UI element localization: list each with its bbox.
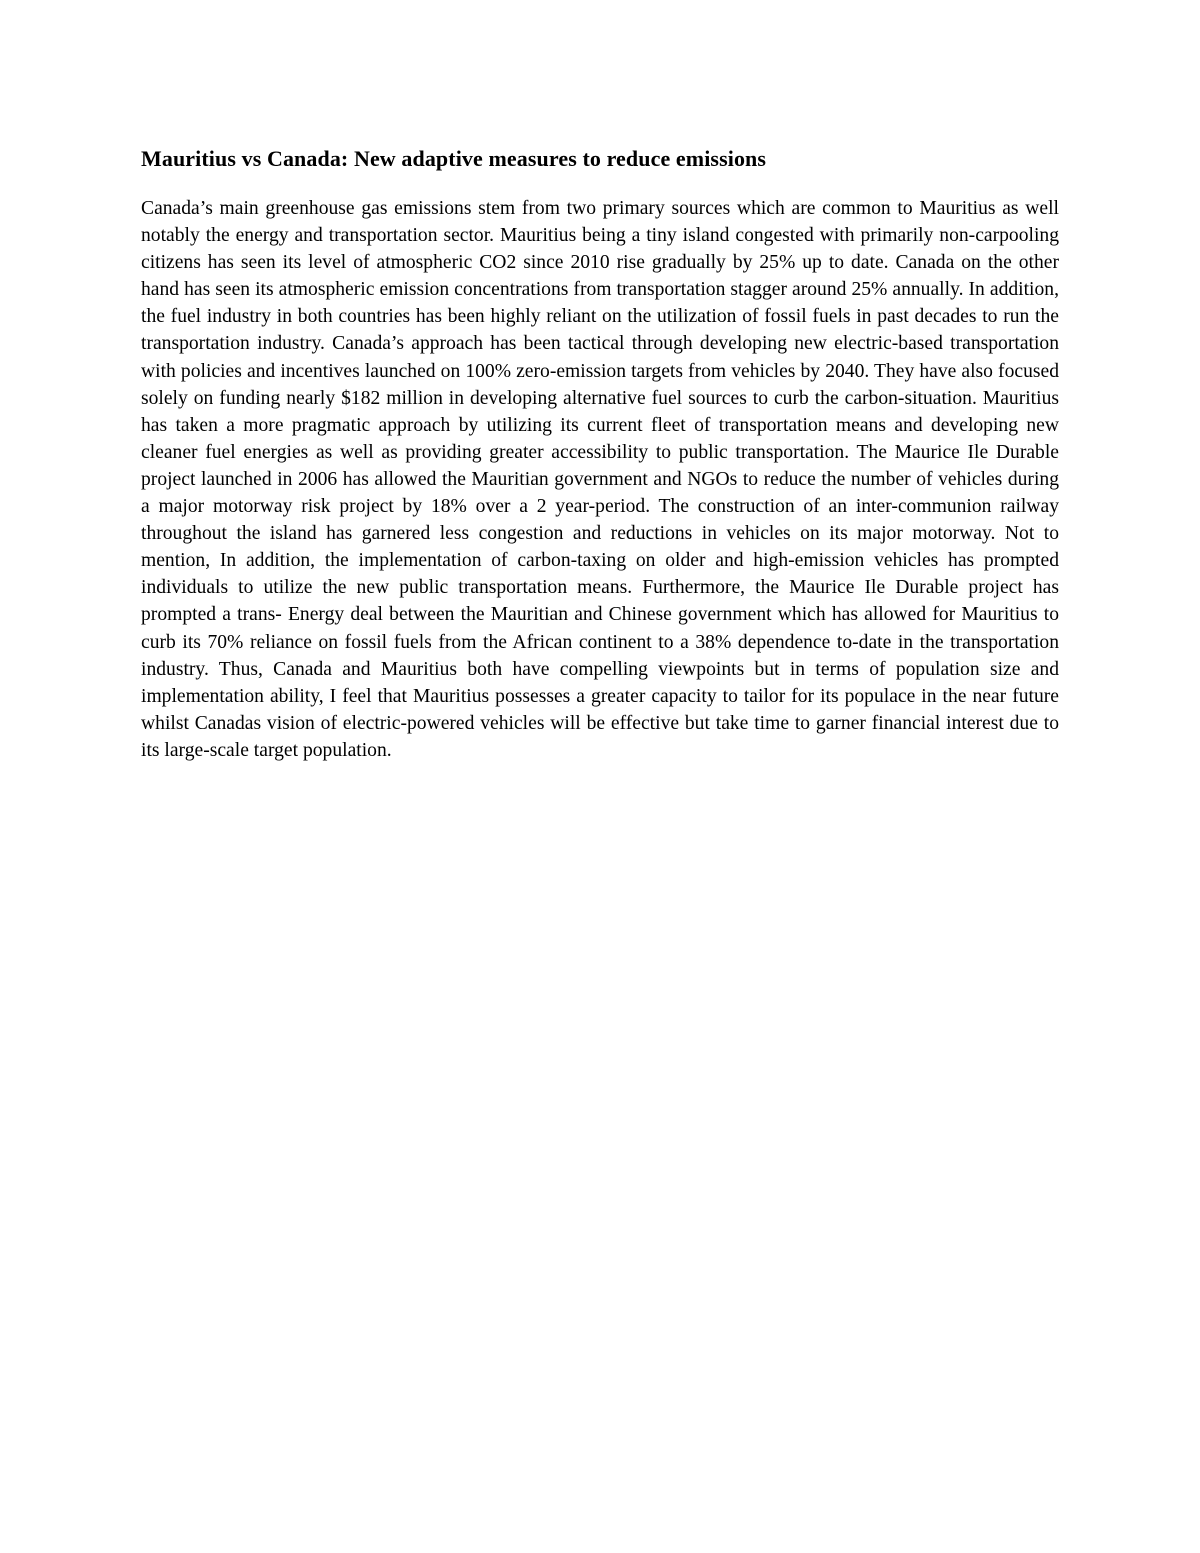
document-title: Mauritius vs Canada: New adaptive measures to reduce emissions bbox=[141, 146, 767, 171]
body-paragraph: Canada’s main greenhouse gas emissions stem from two primary sources which are common to Mauritius as well notably the energy and transportation sector. Mauritius being a tiny island congested with primarily non-carpooling citizens has seen its level of atmospheric CO2 since 2010 rise gradually by 25% up to date. Canada on the other hand has seen its atmospheric emission concentrations from transportation stagger around 25% annually. In addition, the fuel industry in both countries has been highly reliant on the utilization of fossil fuels in past decades to run the transportation industry. Canada’s approach has been tactical through developing new electric-based transportation with policies and incentives launched on 100% zero-emission targets from vehicles by 2040. They have also focused solely on funding nearly $182 million in developing alternative fuel sources to curb the carbon-situation. Mauritius has taken a more pragmatic approach by utilizing its current fleet of transportation means and developing new cleaner fuel energies as well as providing greater accessibility to public transportation. The Maurice Ile Durable project launched in 2006 has allowed the Mauritian government and NGOs to reduce the number of vehicles during a major motorway risk project by 18% over a 2 year-period. The construction of an inter-communion railway throughout the island has garnered less congestion and reductions in vehicles on its major motorway. Not to mention, In addition, the implementation of carbon-taxing on older and high-emission vehicles has prompted individuals to utilize the new public transportation means. Furthermore, the Maurice Ile Durable project has prompted a trans- Energy deal between the Mauritian and Chinese government which has allowed for Mauritius to curb its 70% reliance on fossil fuels from the African continent to a 38% dependence to-date in the transportation industry. Thus, Canada and Mauritius both have compelling viewpoints but in terms of population size and implementation ability, I feel that Mauritius possesses a greater capacity to tailor for its populace in the near future whilst Canadas vision of electric-powered vehicles will be effective but take time to garner financial interest due to its large-scale target population. bbox=[141, 198, 1059, 761]
document-content bbox=[141, 143, 1059, 764]
